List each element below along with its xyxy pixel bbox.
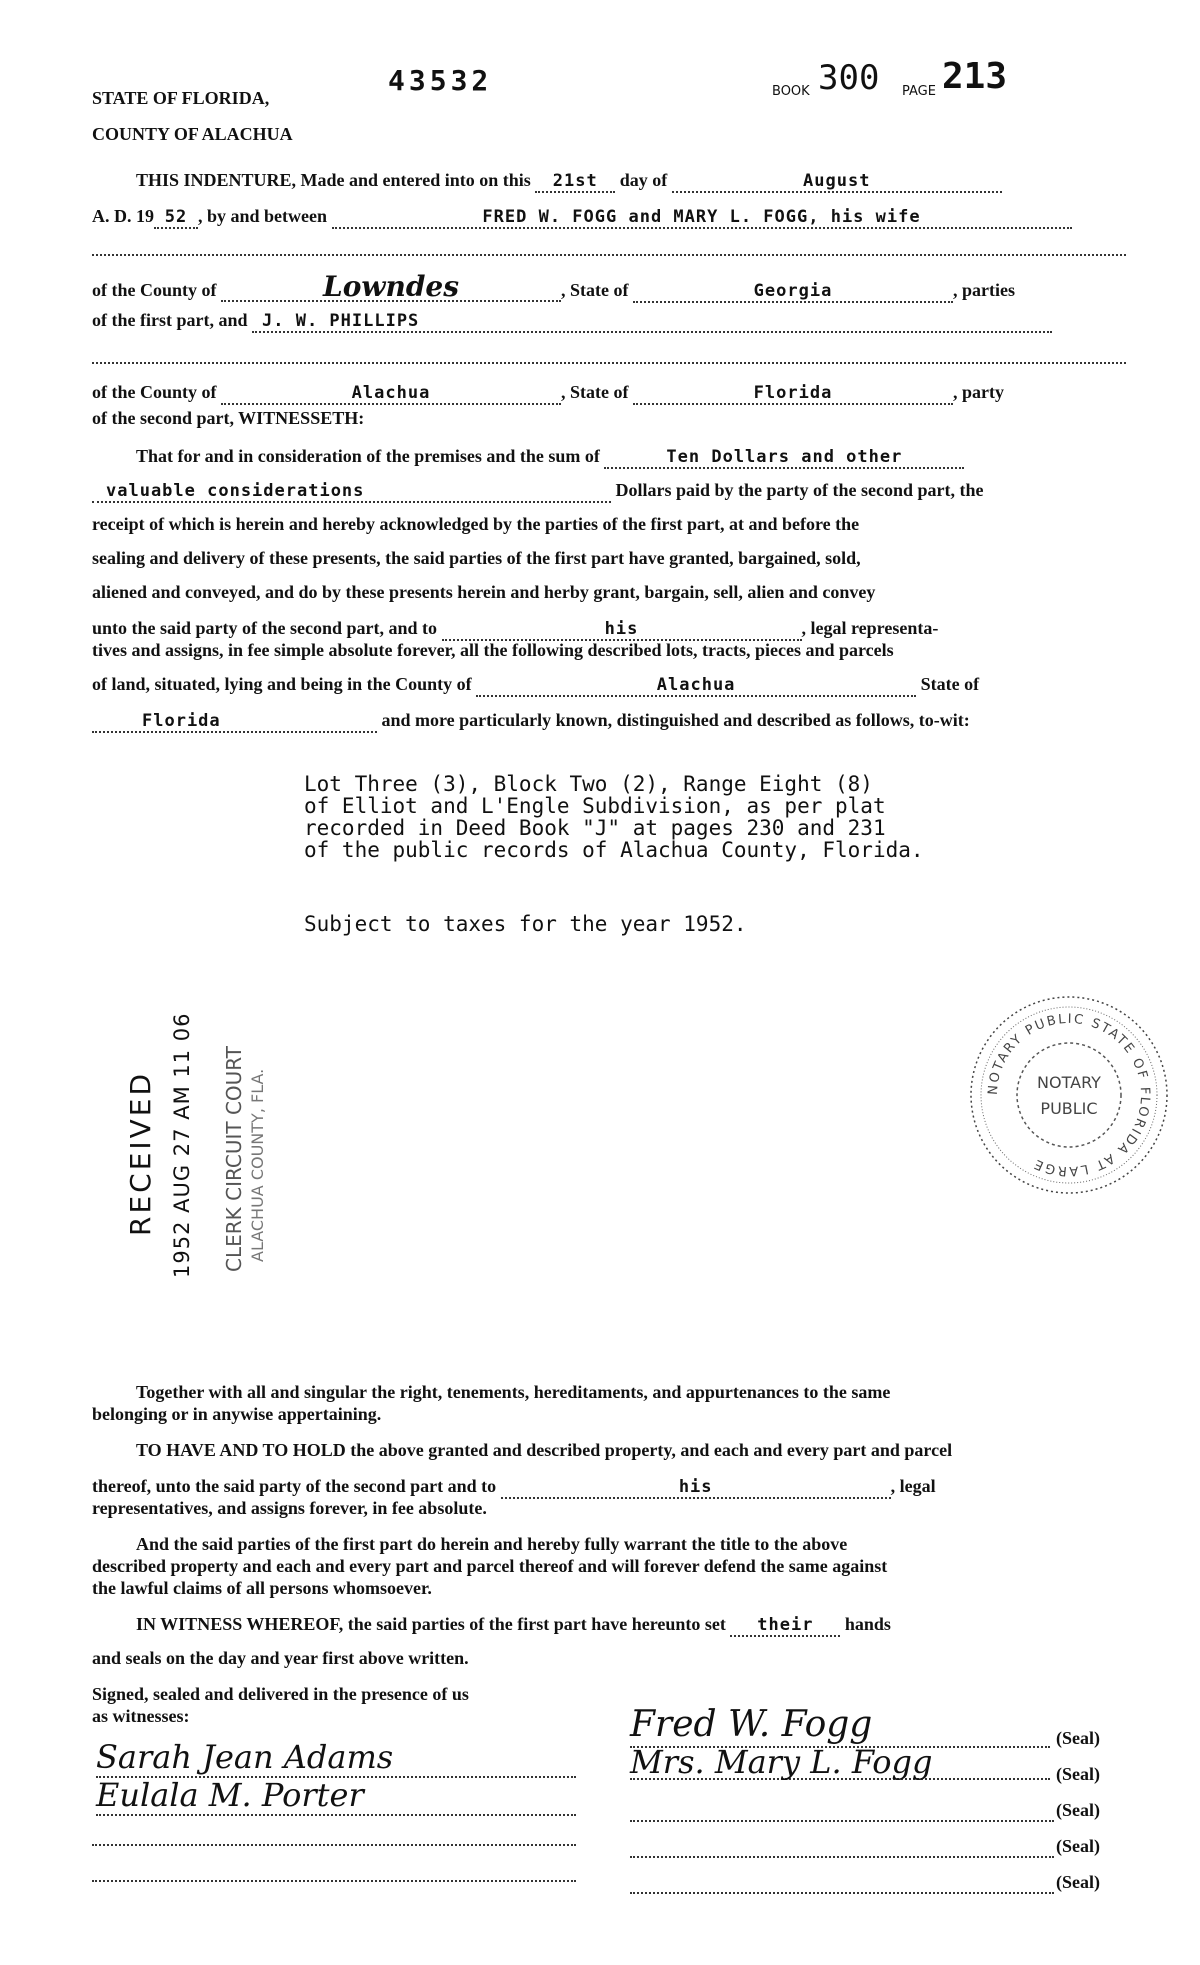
clerk-county-stamp: ALACHUA COUNTY, FLA. bbox=[248, 1068, 267, 1262]
heirs-his-1: his bbox=[442, 619, 802, 641]
instrument-number: 43532 bbox=[388, 64, 493, 97]
grantee-name: J. W. PHILLIPS bbox=[252, 311, 1052, 333]
legal-line-3: recorded in Deed Book "J" at pages 230 and 231 bbox=[304, 816, 886, 840]
habendum-p3c: the lawful claims of all persons whomsoever. bbox=[92, 1578, 432, 1598]
habendum-p4a-pre: IN WITNESS WHEREOF, the said parties of the first part have hereunto set bbox=[136, 1614, 726, 1634]
first-part-and-label: of the first part, and bbox=[92, 310, 248, 330]
seal-label-1: (Seal) bbox=[1056, 1728, 1100, 1748]
notary-seal-outer-text: NOTARY PUBLIC STATE OF FLORIDA AT LARGE bbox=[985, 1011, 1153, 1179]
habendum-p2b-post: , legal bbox=[890, 1476, 936, 1496]
grantor-blank-line bbox=[630, 1892, 1054, 1894]
book-label: BOOK bbox=[772, 84, 810, 99]
received-date-stamp: 1952 AUG 27 AM 11 06 bbox=[170, 1012, 194, 1278]
taxes-note: Subject to taxes for the year 1952. bbox=[304, 912, 747, 936]
consideration-line5: aliened and conveyed, and do by these presents herein and herby grant, bargain, sell, alien and convey bbox=[92, 582, 876, 602]
notary-seal bbox=[964, 990, 1174, 1200]
witness-blank-line bbox=[92, 1880, 576, 1882]
grantor-county: Lowndes bbox=[221, 274, 561, 302]
state-of-label-2: , State of bbox=[561, 382, 629, 402]
blank-line bbox=[92, 362, 1126, 364]
notary-seal-graphic bbox=[964, 990, 1174, 1200]
parties-label: , parties bbox=[952, 280, 1015, 300]
party-label: , party bbox=[952, 382, 1004, 402]
grantee-county: Alachua bbox=[221, 383, 561, 405]
consideration-line8b: State of bbox=[920, 674, 980, 694]
of-county-label: of the County of bbox=[92, 280, 217, 300]
witness-signature-2: Eulala M. Porter bbox=[96, 1776, 576, 1816]
habendum-their: their bbox=[730, 1615, 840, 1637]
state-of-label: , State of bbox=[561, 280, 629, 300]
grantor-blank-line bbox=[630, 1856, 1054, 1858]
of-county-label-2: of the County of bbox=[92, 382, 217, 402]
land-county: Alachua bbox=[476, 675, 916, 697]
ad-prefix: A. D. 19 bbox=[92, 206, 154, 226]
consideration-line8a: of land, situated, lying and being in the County of bbox=[92, 674, 472, 694]
consideration-line7: tives and assigns, in fee simple absolute forever, all the following described lots, tracts, pieces and parcels bbox=[92, 640, 894, 660]
received-stamp: RECEIVED bbox=[124, 1070, 157, 1236]
seal-label-5: (Seal) bbox=[1056, 1872, 1100, 1892]
notary-seal-inner-1: NOTARY bbox=[1037, 1073, 1101, 1092]
habendum-p3a: And the said parties of the first part do herein and hereby fully warrant the title to the above bbox=[136, 1534, 848, 1554]
grantee-state: Florida bbox=[633, 383, 953, 405]
indenture-day: 21st bbox=[535, 171, 615, 193]
consideration-line9: and more particularly known, distinguished and described as follows, to-wit: bbox=[381, 710, 970, 730]
seal-label-4: (Seal) bbox=[1056, 1836, 1100, 1856]
consideration-line4: sealing and delivery of these presents, the said parties of the first part have granted, bargained, sold, bbox=[92, 548, 861, 568]
svg-text:NOTARY PUBLIC STATE OF FLORIDA bbox=[986, 1012, 1152, 1178]
legal-line-1: Lot Three (3), Block Two (2), Range Eight (8) bbox=[304, 772, 873, 796]
habendum-p1b: belonging or in anywise appertaining. bbox=[92, 1404, 382, 1424]
grantor-signature-1: Fred W. Fogg bbox=[630, 1704, 1050, 1748]
page-label: PAGE bbox=[902, 84, 936, 99]
consideration-line6b: , legal representa- bbox=[801, 618, 939, 638]
grantor-signature-2: Mrs. Mary L. Fogg bbox=[630, 1746, 1050, 1780]
grantor-blank-line bbox=[630, 1820, 1054, 1822]
habendum-p2a: TO HAVE AND TO HOLD the above granted and described property, and each and every part and parcel bbox=[136, 1440, 953, 1460]
blank-line bbox=[92, 254, 1126, 256]
habendum-p2b-pre: thereof, unto the said party of the second part and to bbox=[92, 1476, 497, 1496]
habendum-p4a-post: hands bbox=[844, 1614, 891, 1634]
consideration-amount-2: valuable considerations bbox=[92, 481, 611, 503]
second-part-witnesseth: of the second part, WITNESSETH: bbox=[92, 408, 365, 428]
state-heading: STATE OF FLORIDA, bbox=[92, 88, 270, 108]
county-heading: COUNTY OF ALACHUA bbox=[92, 124, 293, 144]
consideration-line6a: unto the said party of the second part, and to bbox=[92, 618, 438, 638]
clerk-stamp: CLERK CIRCUIT COURT bbox=[222, 1046, 246, 1272]
by-between-label: , by and between bbox=[198, 206, 328, 226]
legal-line-4: of the public records of Alachua County, Florida. bbox=[304, 838, 924, 862]
notary-seal-inner-2: PUBLIC bbox=[1040, 1099, 1098, 1118]
consideration-line1: That for and in consideration of the premises and the sum of bbox=[136, 446, 600, 466]
seal-label-2: (Seal) bbox=[1056, 1764, 1100, 1784]
consideration-amount-1: Ten Dollars and other bbox=[604, 447, 964, 469]
land-state: Florida bbox=[92, 711, 377, 733]
day-of-label: day of bbox=[619, 170, 668, 190]
habendum-p1a: Together with all and singular the right, tenements, hereditaments, and appurtenances to the same bbox=[136, 1382, 891, 1402]
consideration-line2: Dollars paid by the party of the second part, the bbox=[615, 480, 984, 500]
indenture-intro: THIS INDENTURE, Made and entered into on this bbox=[136, 170, 531, 190]
habendum-p4b: and seals on the day and year first above written. bbox=[92, 1648, 469, 1668]
habendum-p3b: described property and each and every part and parcel thereof and will forever defend the same against bbox=[92, 1556, 888, 1576]
witness-signature-1: Sarah Jean Adams bbox=[96, 1738, 576, 1778]
heirs-his-2: his bbox=[501, 1477, 891, 1499]
witness-intro-2: as witnesses: bbox=[92, 1706, 190, 1726]
witness-blank-line bbox=[92, 1844, 576, 1846]
witness-intro-1: Signed, sealed and delivered in the presence of us bbox=[92, 1684, 469, 1704]
indenture-month: August bbox=[672, 171, 1002, 193]
consideration-line3: receipt of which is herein and hereby acknowledged by the parties of the first part, at and before the bbox=[92, 514, 860, 534]
habendum-p2c: representatives, and assigns forever, in fee absolute. bbox=[92, 1498, 487, 1518]
year-suffix: 52 bbox=[154, 207, 198, 229]
grantor-state: Georgia bbox=[633, 281, 953, 303]
legal-line-2: of Elliot and L'Engle Subdivision, as per plat bbox=[304, 794, 886, 818]
seal-label-3: (Seal) bbox=[1056, 1800, 1100, 1820]
book-number: 300 bbox=[818, 58, 880, 98]
grantor-names: FRED W. FOGG and MARY L. FOGG, his wife bbox=[332, 207, 1072, 229]
page-number: 213 bbox=[942, 56, 1008, 97]
